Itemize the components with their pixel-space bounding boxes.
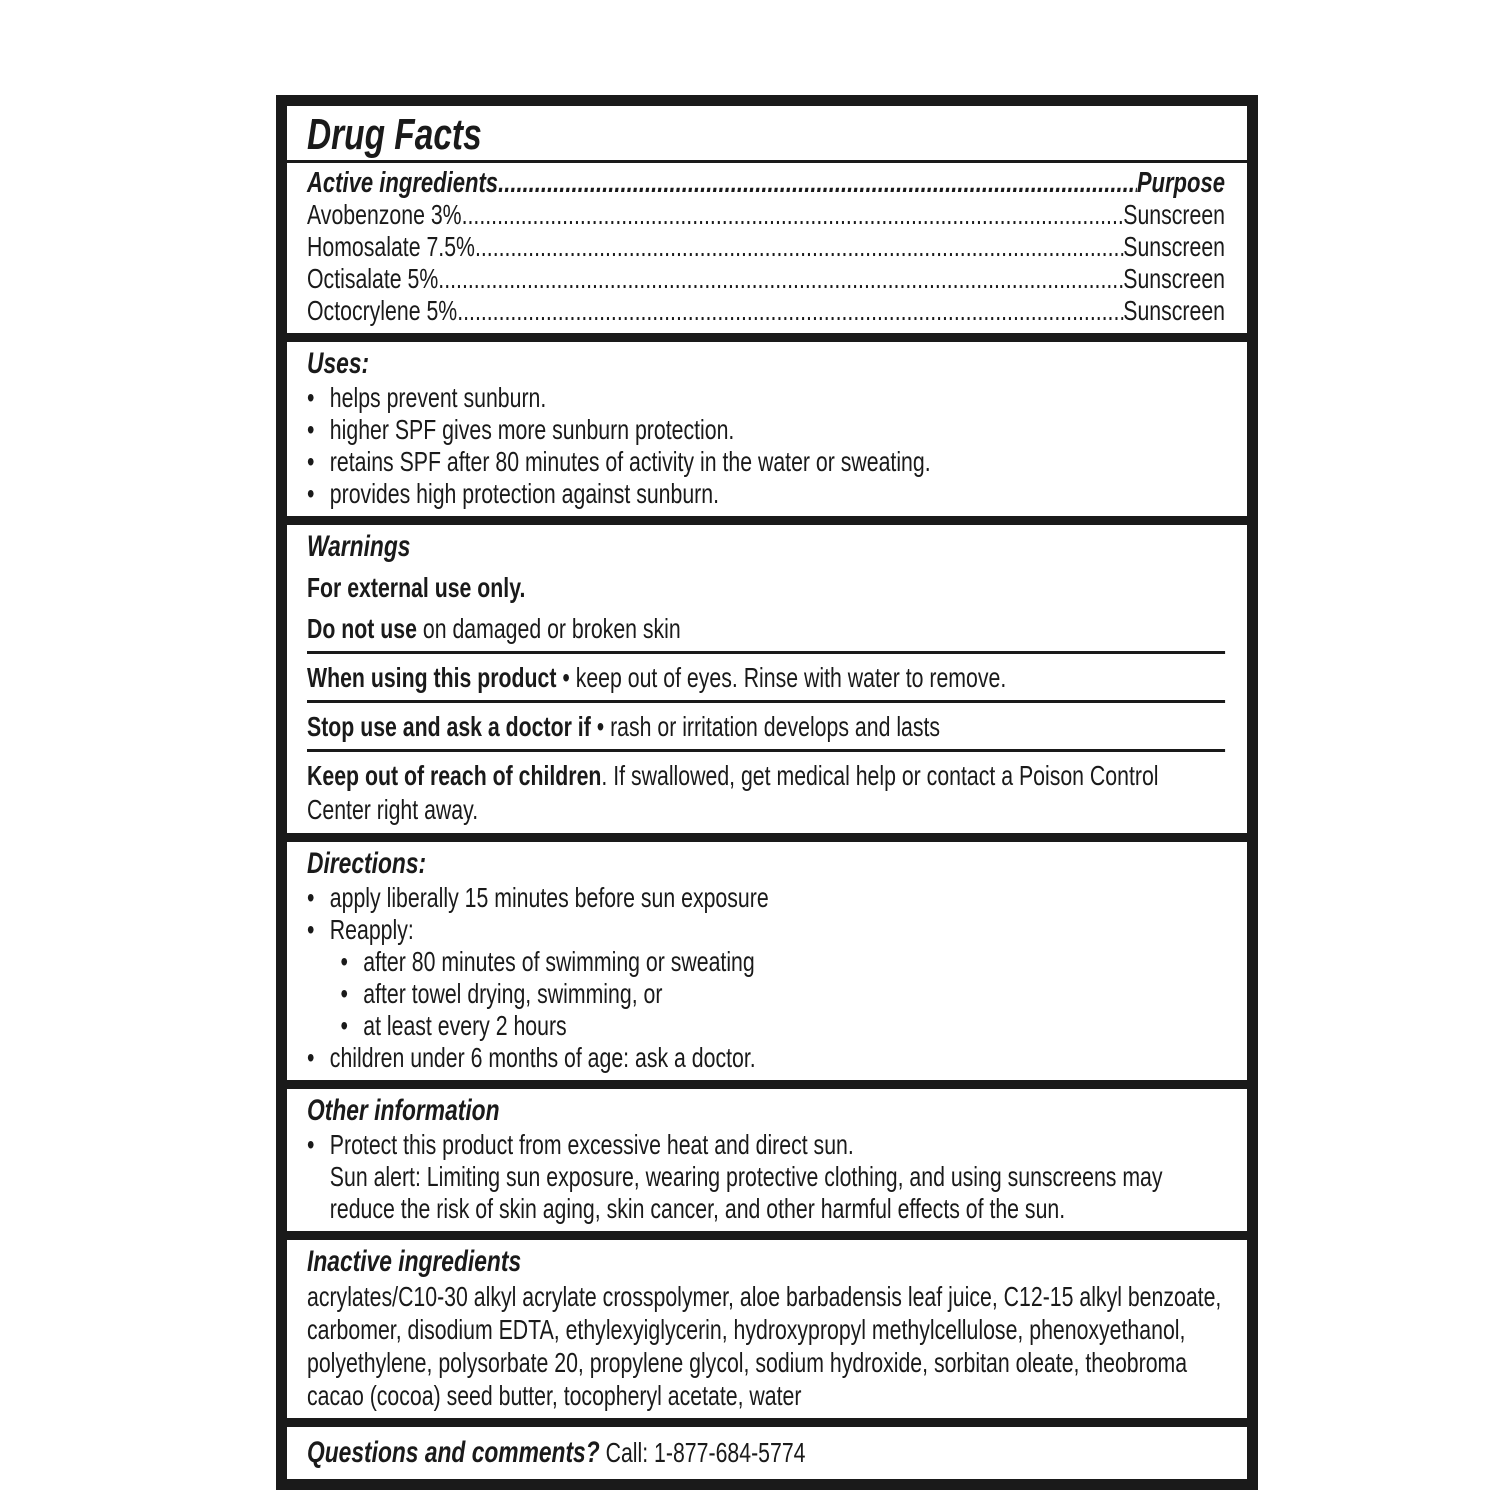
warnings-section <box>287 525 1247 833</box>
section-divider <box>287 1231 1247 1240</box>
ingredient-purpose: Sunscreen <box>1123 263 1225 294</box>
ingredient-row <box>307 263 1225 295</box>
ingredient-purpose: Sunscreen <box>1123 231 1225 262</box>
ingredient-row <box>307 231 1225 263</box>
bullet-icon: • <box>340 978 348 1009</box>
use-text: helps prevent sunburn. <box>329 382 547 413</box>
sun-alert-text: Sun alert: Limiting sun exposure, wearing protective clothing, and using sunscreens may reduce the risk of skin aging, skin cancer, and other harmful effects of the sun. <box>329 1161 1163 1224</box>
external-use-text: For external use only. <box>307 572 526 603</box>
bullet-icon: • <box>307 882 315 913</box>
bullet-icon: • <box>340 946 348 977</box>
questions-section <box>287 1427 1247 1479</box>
section-divider <box>287 1080 1247 1089</box>
bullet-icon: • <box>307 414 315 445</box>
ingredient-purpose: Sunscreen <box>1123 295 1225 326</box>
warning-keep-out <box>307 759 1225 827</box>
warning-lead: Stop use and ask a doctor if <box>307 711 591 742</box>
list-item <box>307 382 1225 414</box>
direction-text: at least every 2 hours <box>363 1010 567 1041</box>
list-item <box>307 1042 1225 1074</box>
ingredient-name: Homosalate 7.5% <box>307 231 475 262</box>
warning-when-using <box>307 661 1225 703</box>
list-item <box>307 478 1225 510</box>
page-title: Drug Facts <box>307 110 482 159</box>
warning-lead: Keep out of reach of children <box>307 760 602 791</box>
warning-lead: When using this product <box>307 662 557 693</box>
list-item <box>307 914 1225 946</box>
bullet-icon: • <box>307 914 315 945</box>
list-item <box>307 414 1225 446</box>
dot-leader <box>438 263 1123 295</box>
directions-section <box>287 842 1247 1080</box>
dot-leader <box>475 231 1123 263</box>
ingredient-purpose: Sunscreen <box>1123 199 1225 230</box>
dot-leader <box>498 167 1137 199</box>
active-ingredients-heading: Active ingredients <box>307 167 499 199</box>
section-divider <box>287 1418 1247 1427</box>
list-item <box>307 882 1225 914</box>
inactive-ingredients-heading: Inactive ingredients <box>307 1245 522 1278</box>
bullet-icon: • <box>307 1129 315 1160</box>
ingredient-row <box>307 199 1225 231</box>
ingredient-name: Octisalate 5% <box>307 263 439 294</box>
warning-text: on damaged or broken skin <box>416 613 681 644</box>
questions-phone: Call: 1-877-684-5774 <box>599 1437 806 1468</box>
warning-stop-use <box>307 710 1225 752</box>
dot-leader <box>457 295 1123 327</box>
bullet-icon: • <box>307 446 315 477</box>
directions-heading: Directions: <box>307 847 427 880</box>
title-section <box>287 106 1247 160</box>
direction-text: children under 6 months of age: ask a doctor. <box>329 1042 756 1073</box>
use-text: retains SPF after 80 minutes of activity in the water or sweating. <box>329 446 931 477</box>
bullet-icon: • <box>307 382 315 413</box>
direction-text: after towel drying, swimming, or <box>363 978 663 1009</box>
section-divider <box>287 516 1247 525</box>
active-ingredients-header-row <box>307 167 1225 199</box>
uses-section <box>287 342 1247 516</box>
warning-lead: Do not use <box>307 613 417 644</box>
other-info-text: Protect this product from excessive heat and direct sun. <box>329 1129 854 1160</box>
purpose-heading: Purpose <box>1136 167 1225 199</box>
active-ingredients-section <box>287 163 1247 333</box>
list-item <box>307 1129 1225 1161</box>
direction-text: apply liberally 15 minutes before sun exposure <box>329 882 769 913</box>
list-item <box>307 446 1225 478</box>
inactive-ingredients-text: acrylates/C10-30 alkyl acrylate crosspolymer, aloe barbadensis leaf juice, C12-15 alkyl benzoate, carbomer, disodium EDTA, ethylexyiglycerin, hydroxypropyl methylcellulose, phenoxyethanol, polyethylene, polysorbate 20, propylene glycol, sodium hydroxide, sorbitan oleate, theobroma cacao (cocoa) seed butter, tocopheryl acetate, water <box>307 1281 1222 1411</box>
warning-text: • rash or irritation develops and lasts <box>590 711 941 742</box>
bullet-icon: • <box>307 1042 315 1073</box>
section-divider <box>287 333 1247 342</box>
direction-text: after 80 minutes of swimming or sweating <box>363 946 755 977</box>
ingredient-name: Octocrylene 5% <box>307 295 458 326</box>
direction-text: Reapply: <box>329 914 414 945</box>
warning-do-not-use <box>307 612 1225 654</box>
warning-text: . If swallowed, get medical help or contact a Poison Control Center right away. <box>307 760 1159 825</box>
warnings-heading: Warnings <box>307 530 411 563</box>
drug-facts-label <box>276 95 1258 1490</box>
warning-text: • keep out of eyes. Rinse with water to remove. <box>556 662 1007 693</box>
other-information-heading: Other information <box>307 1094 500 1127</box>
use-text: provides high protection against sunburn. <box>329 478 720 509</box>
other-information-section <box>287 1089 1247 1231</box>
dot-leader <box>462 199 1124 231</box>
bullet-icon: • <box>340 1010 348 1041</box>
list-item <box>340 946 1225 978</box>
uses-heading: Uses: <box>307 347 370 380</box>
ingredient-row <box>307 295 1225 327</box>
ingredient-name: Avobenzone 3% <box>307 199 462 230</box>
list-item <box>340 978 1225 1010</box>
questions-heading: Questions and comments? <box>307 1436 600 1469</box>
inactive-ingredients-section <box>287 1240 1247 1418</box>
use-text: higher SPF gives more sunburn protection. <box>329 414 735 445</box>
section-divider <box>287 833 1247 842</box>
list-item <box>340 1010 1225 1042</box>
bullet-icon: • <box>307 478 315 509</box>
